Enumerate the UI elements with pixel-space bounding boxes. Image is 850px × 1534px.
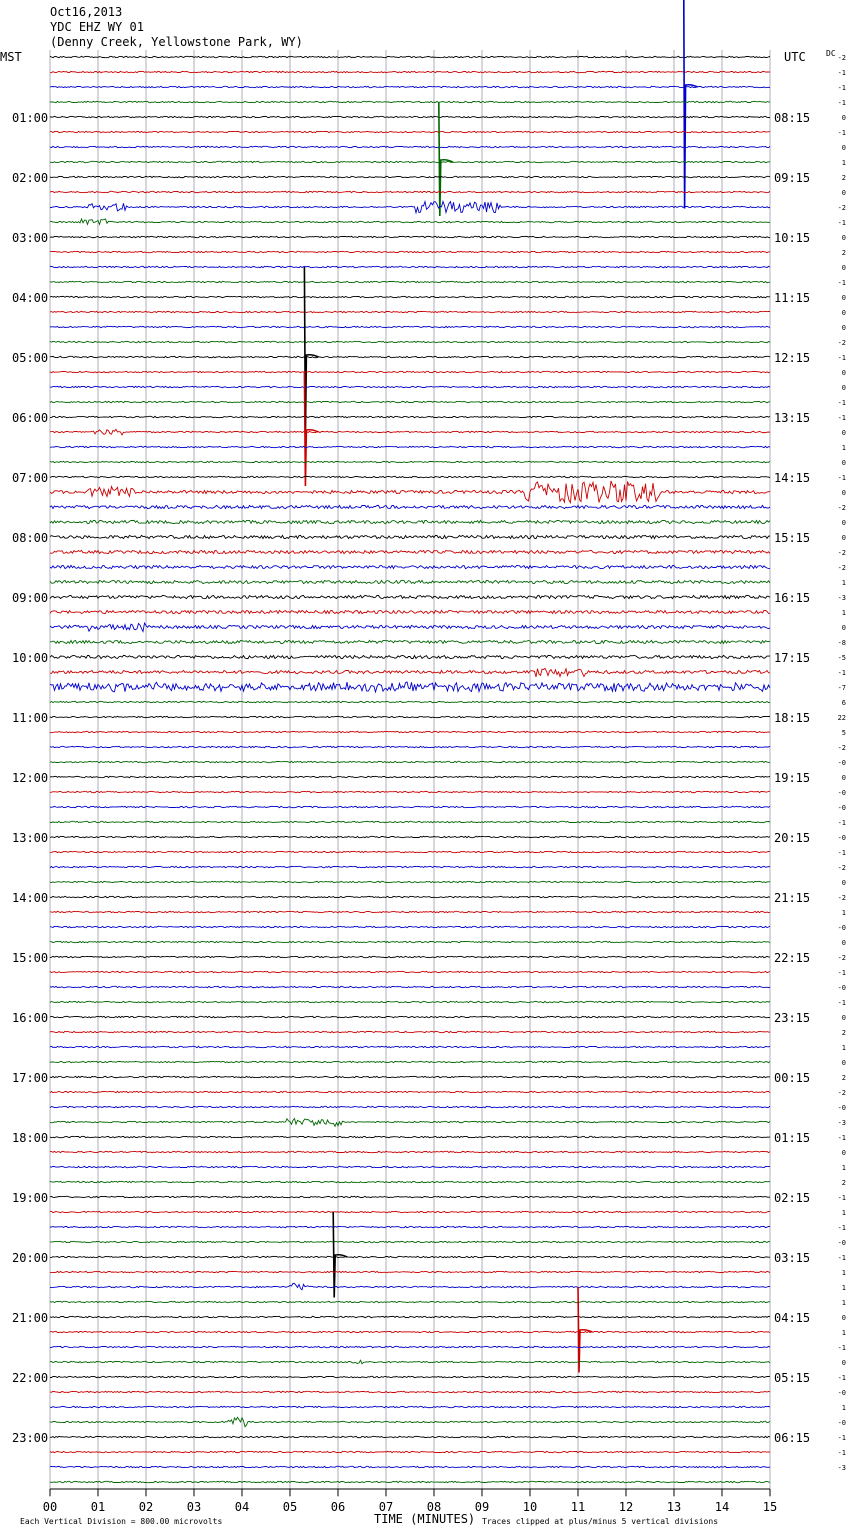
dc-offset-label: 2 bbox=[841, 1074, 846, 1082]
trace-row bbox=[50, 1181, 770, 1182]
trace-row bbox=[50, 623, 770, 631]
x-tick-label: 07 bbox=[378, 1500, 394, 1514]
dc-offset-label: 1 bbox=[841, 579, 846, 587]
utc-hour-label: 16:15 bbox=[774, 591, 811, 605]
trace-row bbox=[50, 550, 770, 553]
trace-row bbox=[50, 565, 770, 568]
x-tick-label: 12 bbox=[618, 1500, 634, 1514]
dc-offset-label: -2 bbox=[837, 894, 846, 902]
dc-offset-label: -0 bbox=[837, 1389, 846, 1397]
dc-offset-label: -1 bbox=[837, 1449, 846, 1457]
x-tick-label: 01 bbox=[90, 1500, 106, 1514]
x-tick-label: 06 bbox=[330, 1500, 346, 1514]
utc-hour-label: 09:15 bbox=[774, 171, 811, 185]
dc-offset-label: -0 bbox=[837, 759, 846, 767]
dc-offset-label: -0 bbox=[837, 984, 846, 992]
trace-row bbox=[50, 101, 770, 102]
x-tick-label: 08 bbox=[426, 1500, 442, 1514]
dc-offset-label: 0 bbox=[841, 534, 846, 542]
trace-row bbox=[50, 131, 770, 132]
dc-offset-label: -1 bbox=[837, 414, 846, 422]
trace-row bbox=[50, 1376, 770, 1377]
trace-row bbox=[50, 416, 770, 417]
x-tick-label: 14 bbox=[714, 1500, 730, 1514]
x-tick-label: 02 bbox=[138, 1500, 154, 1514]
x-tick-label: 09 bbox=[474, 1500, 490, 1514]
dc-offset-label: 1 bbox=[841, 1299, 846, 1307]
dc-offset-label: 0 bbox=[841, 519, 846, 527]
dc-offset-label: 0 bbox=[841, 234, 846, 242]
dc-offset-label: 2 bbox=[841, 1179, 846, 1187]
x-axis-title: TIME (MINUTES) bbox=[374, 1512, 476, 1526]
dc-offset-label: 0 bbox=[841, 384, 846, 392]
mst-hour-label: 04:00 bbox=[12, 291, 49, 305]
trace-row bbox=[50, 580, 770, 583]
trace-row bbox=[50, 356, 770, 357]
event-spike bbox=[578, 1287, 592, 1373]
mst-hour-label: 20:00 bbox=[12, 1251, 49, 1265]
trace-row bbox=[50, 682, 770, 692]
trace-row bbox=[50, 386, 770, 387]
dc-offset-label: 0 bbox=[841, 489, 846, 497]
mst-hour-label: 05:00 bbox=[12, 351, 49, 365]
x-tick-label: 04 bbox=[234, 1500, 250, 1514]
trace-row bbox=[50, 1106, 770, 1107]
utc-hour-label: 00:15 bbox=[774, 1071, 811, 1085]
right-axis-title: UTC bbox=[784, 50, 806, 64]
mst-hour-label: 10:00 bbox=[12, 651, 49, 665]
trace-row bbox=[50, 371, 770, 372]
dc-offset-label: -1 bbox=[837, 1434, 846, 1442]
clip-note: Traces clipped at plus/minus 5 vertical divisions bbox=[482, 1517, 719, 1526]
utc-hour-label: 21:15 bbox=[774, 891, 811, 905]
trace-row bbox=[50, 401, 770, 402]
dc-offset-label: 0 bbox=[841, 144, 846, 152]
dc-offset-label: -1 bbox=[837, 99, 846, 107]
trace-row bbox=[50, 481, 770, 503]
mst-hour-label: 23:00 bbox=[12, 1431, 49, 1445]
trace-row bbox=[50, 1360, 770, 1363]
x-tick-label: 10 bbox=[522, 1500, 538, 1514]
utc-hour-label: 15:15 bbox=[774, 531, 811, 545]
trace-row bbox=[50, 911, 770, 912]
dc-offset-label: -1 bbox=[837, 279, 846, 287]
dc-offset-label: 1 bbox=[841, 159, 846, 167]
dc-offset-label: -3 bbox=[837, 1464, 846, 1472]
utc-hour-label: 13:15 bbox=[774, 411, 811, 425]
dc-offset-label: 2 bbox=[841, 1029, 846, 1037]
dc-offset-label: 0 bbox=[841, 1359, 846, 1367]
dc-offset-label: -0 bbox=[837, 1419, 846, 1427]
mst-hour-label: 08:00 bbox=[12, 531, 49, 545]
trace-row bbox=[50, 881, 770, 882]
trace-row bbox=[50, 191, 770, 192]
trace-row bbox=[50, 1061, 770, 1062]
mst-hour-label: 22:00 bbox=[12, 1371, 49, 1385]
utc-hour-label: 22:15 bbox=[774, 951, 811, 965]
trace-row bbox=[50, 146, 770, 147]
trace-row bbox=[50, 746, 770, 747]
dc-offset-label: -0 bbox=[837, 789, 846, 797]
trace-row bbox=[50, 56, 770, 57]
x-tick-label: 15 bbox=[762, 1500, 778, 1514]
dc-offset-label: -1 bbox=[837, 1344, 846, 1352]
trace-row bbox=[50, 341, 770, 342]
trace-row bbox=[50, 326, 770, 327]
dc-offset-label: 0 bbox=[841, 1014, 846, 1022]
trace-row bbox=[50, 851, 770, 852]
dc-offset-label: 5 bbox=[841, 729, 846, 737]
dc-offset-label: 0 bbox=[841, 624, 846, 632]
dc-offset-label: -0 bbox=[837, 1104, 846, 1112]
trace-row bbox=[50, 219, 770, 224]
mst-hour-label: 03:00 bbox=[12, 231, 49, 245]
dc-offset-label: -0 bbox=[837, 1239, 846, 1247]
seismic-traces bbox=[50, 0, 770, 1483]
mst-hour-label: 12:00 bbox=[12, 771, 49, 785]
trace-row bbox=[50, 281, 770, 282]
utc-hour-label: 17:15 bbox=[774, 651, 811, 665]
trace-row bbox=[50, 1417, 770, 1426]
x-tick-label: 00 bbox=[42, 1500, 58, 1514]
dc-offset-label: -1 bbox=[837, 474, 846, 482]
trace-row bbox=[50, 971, 770, 972]
trace-row bbox=[50, 251, 770, 252]
dc-offset-label: -0 bbox=[837, 834, 846, 842]
dc-offset-label: 0 bbox=[841, 459, 846, 467]
trace-row bbox=[50, 701, 770, 702]
mst-hour-label: 15:00 bbox=[12, 951, 49, 965]
dc-offset-label: 2 bbox=[841, 249, 846, 257]
utc-hour-label: 03:15 bbox=[774, 1251, 811, 1265]
trace-row bbox=[50, 761, 770, 762]
dc-offset-label: 0 bbox=[841, 264, 846, 272]
mst-hour-label: 09:00 bbox=[12, 591, 49, 605]
dc-offset-label: 0 bbox=[841, 324, 846, 332]
dc-offset-label: -1 bbox=[837, 399, 846, 407]
dc-offset-label: 6 bbox=[841, 699, 846, 707]
dc-offset-label: -2 bbox=[837, 549, 846, 557]
trace-row bbox=[50, 655, 770, 658]
utc-hour-label: 04:15 bbox=[774, 1311, 811, 1325]
dc-offset-label: 1 bbox=[841, 444, 846, 452]
trace-row bbox=[50, 1196, 770, 1197]
dc-offset-label: 0 bbox=[841, 1059, 846, 1067]
trace-row bbox=[50, 476, 770, 477]
trace-row bbox=[50, 1346, 770, 1347]
trace-row bbox=[50, 806, 770, 807]
trace-row bbox=[50, 1166, 770, 1167]
trace-row bbox=[50, 941, 770, 942]
dc-offset-label: -1 bbox=[837, 669, 846, 677]
dc-offset-label: 0 bbox=[841, 939, 846, 947]
trace-row bbox=[50, 116, 770, 117]
dc-offset-label: 0 bbox=[841, 114, 846, 122]
trace-row bbox=[50, 1136, 770, 1137]
trace-row bbox=[50, 1451, 770, 1452]
trace-row bbox=[50, 236, 770, 237]
dc-offset-label: 0 bbox=[841, 429, 846, 437]
dc-offset-label: -3 bbox=[837, 1119, 846, 1127]
mst-hour-label: 17:00 bbox=[12, 1071, 49, 1085]
trace-row bbox=[50, 595, 770, 598]
x-tick-label: 05 bbox=[282, 1500, 298, 1514]
utc-hour-label: 01:15 bbox=[774, 1131, 811, 1145]
left-axis-title: MST bbox=[0, 50, 22, 64]
dc-offset-label: 22 bbox=[837, 714, 846, 722]
dc-offset-label: 1 bbox=[841, 1404, 846, 1412]
dc-offset-label: 0 bbox=[841, 879, 846, 887]
trace-row bbox=[50, 926, 770, 927]
trace-row bbox=[50, 1316, 770, 1317]
trace-row bbox=[50, 1241, 770, 1242]
utc-hour-label: 23:15 bbox=[774, 1011, 811, 1025]
dc-column-title: DC bbox=[826, 49, 836, 58]
header-station: YDC EHZ WY 01 bbox=[50, 20, 144, 34]
event-spike bbox=[304, 267, 318, 438]
trace-row bbox=[50, 610, 770, 613]
dc-offset-label: -1 bbox=[837, 69, 846, 77]
mst-hour-label: 06:00 bbox=[12, 411, 49, 425]
trace-row bbox=[50, 505, 770, 508]
trace-row bbox=[50, 1046, 770, 1047]
mst-hour-label: 02:00 bbox=[12, 171, 49, 185]
trace-row bbox=[50, 311, 770, 312]
dc-offset-label: -1 bbox=[837, 1224, 846, 1232]
dc-offset-label: -0 bbox=[837, 804, 846, 812]
dc-offset-label: 0 bbox=[841, 1314, 846, 1322]
dc-offset-label: -1 bbox=[837, 84, 846, 92]
mst-hour-label: 01:00 bbox=[12, 111, 49, 125]
dc-offset-label: 1 bbox=[841, 909, 846, 917]
x-tick-label: 03 bbox=[186, 1500, 202, 1514]
mst-hour-label: 19:00 bbox=[12, 1191, 49, 1205]
mst-hour-label: 21:00 bbox=[12, 1311, 49, 1325]
trace-row bbox=[50, 1211, 770, 1212]
time-labels bbox=[12, 54, 846, 1514]
trace-row bbox=[50, 1481, 770, 1482]
dc-offset-label: 0 bbox=[841, 294, 846, 302]
dc-offset-label: -5 bbox=[837, 654, 846, 662]
utc-hour-label: 14:15 bbox=[774, 471, 811, 485]
header-date: Oct16,2013 bbox=[50, 5, 123, 19]
dc-offset-label: 2 bbox=[841, 174, 846, 182]
dc-offset-label: -8 bbox=[837, 639, 846, 647]
trace-row bbox=[50, 1151, 770, 1152]
trace-row bbox=[50, 1076, 770, 1077]
dc-offset-label: 1 bbox=[841, 1284, 846, 1292]
utc-hour-label: 19:15 bbox=[774, 771, 811, 785]
utc-hour-label: 12:15 bbox=[774, 351, 811, 365]
trace-row bbox=[50, 266, 770, 267]
trace-row bbox=[50, 821, 770, 822]
trace-row bbox=[50, 836, 770, 837]
event-spike bbox=[439, 102, 453, 216]
trace-row bbox=[50, 1226, 770, 1227]
mst-hour-label: 16:00 bbox=[12, 1011, 49, 1025]
dc-offset-label: -2 bbox=[837, 564, 846, 572]
dc-offset-label: -1 bbox=[837, 969, 846, 977]
trace-row bbox=[50, 986, 770, 987]
event-spike bbox=[333, 1212, 347, 1298]
trace-row bbox=[50, 791, 770, 792]
trace-row bbox=[50, 956, 770, 957]
dc-offset-label: -1 bbox=[837, 999, 846, 1007]
x-tick-label: 13 bbox=[666, 1500, 682, 1514]
dc-offset-label: -1 bbox=[837, 1194, 846, 1202]
dc-offset-label: -2 bbox=[837, 204, 846, 212]
trace-row bbox=[50, 461, 770, 462]
dc-offset-label: -2 bbox=[837, 864, 846, 872]
dc-offset-label: 0 bbox=[841, 369, 846, 377]
trace-row bbox=[50, 1119, 770, 1127]
trace-row bbox=[50, 202, 770, 213]
utc-hour-label: 11:15 bbox=[774, 291, 811, 305]
mst-hour-label: 07:00 bbox=[12, 471, 49, 485]
trace-row bbox=[50, 1256, 770, 1257]
trace-row bbox=[50, 668, 770, 677]
dc-offset-label: 0 bbox=[841, 1149, 846, 1157]
trace-row bbox=[50, 429, 770, 435]
header-location: (Denny Creek, Yellowstone Park, WY) bbox=[50, 35, 303, 49]
dc-offset-label: -1 bbox=[837, 1254, 846, 1262]
trace-row bbox=[50, 1466, 770, 1467]
dc-offset-label: -1 bbox=[837, 354, 846, 362]
trace-row bbox=[50, 1031, 770, 1032]
dc-offset-label: -2 bbox=[837, 54, 846, 62]
dc-offset-label: -3 bbox=[837, 594, 846, 602]
utc-hour-label: 02:15 bbox=[774, 1191, 811, 1205]
dc-offset-label: 0 bbox=[841, 309, 846, 317]
trace-row bbox=[50, 776, 770, 777]
dc-offset-label: -2 bbox=[837, 504, 846, 512]
trace-row bbox=[50, 1391, 770, 1392]
dc-offset-label: -1 bbox=[837, 129, 846, 137]
scale-note: Each Vertical Division = 800.00 microvolts bbox=[20, 1517, 223, 1526]
trace-row bbox=[50, 866, 770, 867]
trace-row bbox=[50, 640, 770, 643]
trace-row bbox=[50, 446, 770, 447]
mst-hour-label: 11:00 bbox=[12, 711, 49, 725]
trace-row bbox=[50, 1271, 770, 1272]
utc-hour-label: 05:15 bbox=[774, 1371, 811, 1385]
mst-hour-label: 13:00 bbox=[12, 831, 49, 845]
trace-row bbox=[50, 176, 770, 177]
dc-offset-label: -7 bbox=[837, 684, 846, 692]
utc-hour-label: 06:15 bbox=[774, 1431, 811, 1445]
dc-offset-label: 1 bbox=[841, 609, 846, 617]
trace-row bbox=[50, 535, 770, 538]
trace-row bbox=[50, 1091, 770, 1092]
trace-row bbox=[50, 296, 770, 297]
trace-row bbox=[50, 716, 770, 717]
dc-offset-label: -1 bbox=[837, 849, 846, 857]
trace-row bbox=[50, 1301, 770, 1302]
dc-offset-label: -0 bbox=[837, 924, 846, 932]
dc-offset-label: 1 bbox=[841, 1209, 846, 1217]
utc-hour-label: 10:15 bbox=[774, 231, 811, 245]
trace-row bbox=[50, 1406, 770, 1407]
utc-hour-label: 18:15 bbox=[774, 711, 811, 725]
trace-row bbox=[50, 731, 770, 732]
trace-row bbox=[50, 1016, 770, 1017]
dc-offset-label: 1 bbox=[841, 1164, 846, 1172]
trace-row bbox=[50, 1331, 770, 1332]
dc-offset-label: 0 bbox=[841, 774, 846, 782]
trace-row bbox=[50, 161, 770, 162]
dc-offset-label: 1 bbox=[841, 1044, 846, 1052]
dc-offset-label: -2 bbox=[837, 339, 846, 347]
dc-offset-label: -2 bbox=[837, 954, 846, 962]
trace-row bbox=[50, 71, 770, 72]
dc-offset-label: 1 bbox=[841, 1269, 846, 1277]
trace-row bbox=[50, 896, 770, 897]
trace-row bbox=[50, 520, 770, 523]
dc-offset-label: -2 bbox=[837, 744, 846, 752]
mst-hour-label: 18:00 bbox=[12, 1131, 49, 1145]
trace-row bbox=[50, 1436, 770, 1437]
x-tick-label: 11 bbox=[570, 1500, 586, 1514]
trace-row bbox=[50, 1283, 770, 1289]
dc-offset-label: -1 bbox=[837, 819, 846, 827]
trace-row bbox=[50, 86, 770, 87]
dc-offset-label: -2 bbox=[837, 1089, 846, 1097]
utc-hour-label: 08:15 bbox=[774, 111, 811, 125]
dc-offset-label: 0 bbox=[841, 189, 846, 197]
dc-offset-label: -1 bbox=[837, 1374, 846, 1382]
dc-offset-label: 1 bbox=[841, 1329, 846, 1337]
utc-hour-label: 20:15 bbox=[774, 831, 811, 845]
mst-hour-label: 14:00 bbox=[12, 891, 49, 905]
dc-offset-label: -1 bbox=[837, 219, 846, 227]
dc-offset-label: -1 bbox=[837, 1134, 846, 1142]
trace-row bbox=[50, 1001, 770, 1002]
